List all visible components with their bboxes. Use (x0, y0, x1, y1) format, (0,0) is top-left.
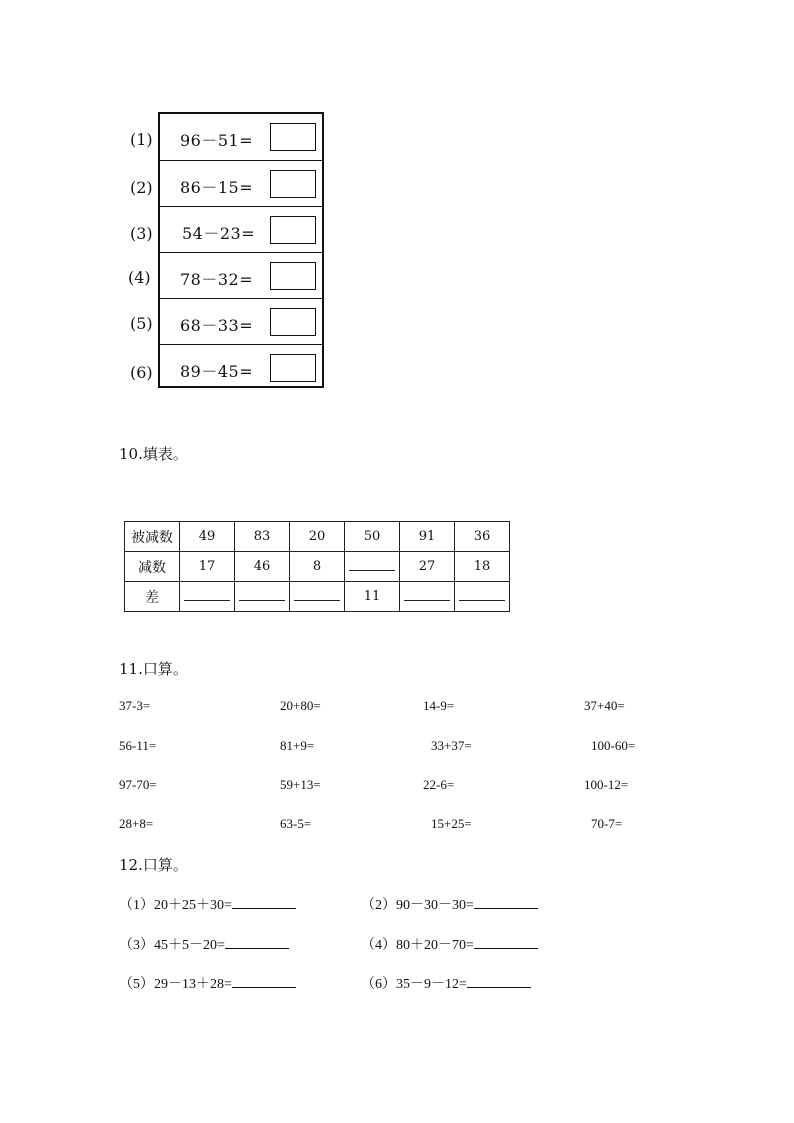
row-label-minuend: 被减数 (125, 522, 180, 552)
oral-item: 28+8= (119, 816, 154, 831)
q9-label-4: (4) (128, 268, 151, 287)
ladder-expression: 54－23= (182, 224, 256, 243)
table-cell: 11 (345, 582, 400, 612)
section-12-title: 12.口算。 (119, 856, 188, 874)
table-cell-blank[interactable] (455, 582, 510, 612)
ladder-row (160, 160, 322, 206)
ladder-row (160, 252, 322, 298)
ladder-expression: 86－15= (180, 178, 254, 197)
answer-box[interactable] (270, 123, 316, 151)
table-cell-blank[interactable] (400, 582, 455, 612)
mixed-calc-expression: （3）45＋5－20= (119, 938, 225, 953)
q9-label-2: (2) (130, 178, 153, 197)
answer-blank[interactable] (459, 588, 505, 601)
table-cell-blank[interactable] (345, 552, 400, 582)
table-cell: 83 (235, 522, 290, 552)
answer-box[interactable] (270, 216, 316, 244)
oral-item: 70-7= (591, 816, 623, 831)
ladder-expression: 89－45= (180, 362, 254, 381)
row-label-difference: 差 (125, 582, 180, 612)
table-cell: 20 (290, 522, 345, 552)
mixed-calc-expression: （5）29－13＋28= (119, 977, 232, 992)
ladder-row (160, 298, 322, 344)
oral-item: 97-70= (119, 777, 157, 792)
oral-item: 15+25= (431, 816, 472, 831)
oral-item: 63-5= (280, 816, 312, 831)
table-cell: 8 (290, 552, 345, 582)
table-row (125, 522, 510, 552)
q9-label-1: (1) (130, 130, 153, 149)
mixed-calc-expression: （2）90－30－30= (361, 898, 474, 913)
mixed-calc-expression: （1）20＋25＋30= (119, 898, 232, 913)
oral-item: 37+40= (584, 698, 625, 713)
ladder-expression: 68－33= (180, 316, 254, 335)
ladder-row (160, 114, 322, 160)
table-cell: 17 (180, 552, 235, 582)
answer-box[interactable] (270, 262, 316, 290)
answer-blank[interactable] (239, 588, 285, 601)
q9-label-3: (3) (130, 224, 153, 243)
mixed-calc-item (361, 973, 531, 993)
answer-line[interactable] (474, 897, 538, 909)
mixed-calc-item (119, 894, 296, 914)
ladder-expression: 96－51= (180, 131, 254, 150)
table-cell: 49 (180, 522, 235, 552)
ladder-row (160, 344, 322, 390)
oral-item: 59+13= (280, 777, 321, 792)
table-row (125, 582, 510, 612)
oral-item: 37-3= (119, 698, 151, 713)
ladder-row (160, 206, 322, 252)
answer-line[interactable] (474, 937, 538, 949)
q9-label-5: (5) (130, 314, 153, 333)
answer-box[interactable] (270, 354, 316, 382)
section-10-title: 10.填表。 (119, 445, 188, 463)
row-label-subtrahend: 减数 (125, 552, 180, 582)
table-cell-blank[interactable] (180, 582, 235, 612)
answer-blank[interactable] (349, 558, 395, 571)
mixed-calc-expression: （6）35－9－12= (361, 977, 467, 992)
table-cell: 18 (455, 552, 510, 582)
table-cell: 36 (455, 522, 510, 552)
table-cell: 46 (235, 552, 290, 582)
oral-item: 33+37= (431, 738, 472, 753)
answer-line[interactable] (225, 937, 289, 949)
table-cell-blank[interactable] (290, 582, 345, 612)
table-cell-blank[interactable] (235, 582, 290, 612)
q9-label-6: (6) (130, 363, 153, 382)
oral-item: 100-12= (584, 777, 629, 792)
oral-item: 14-9= (423, 698, 455, 713)
fill-table (124, 521, 510, 612)
section-11-title: 11.口算。 (119, 660, 188, 678)
answer-box[interactable] (270, 308, 316, 336)
mixed-calc-item (119, 973, 296, 993)
ladder-expression: 78－32= (180, 270, 254, 289)
oral-item: 56-11= (119, 738, 157, 753)
subtraction-ladder (158, 112, 324, 388)
mixed-calc-item (119, 934, 289, 954)
mixed-calc-item (361, 894, 538, 914)
table-cell: 27 (400, 552, 455, 582)
mixed-calc-expression: （4）80＋20－70= (361, 938, 474, 953)
answer-blank[interactable] (404, 588, 450, 601)
answer-box[interactable] (270, 170, 316, 198)
table-cell: 91 (400, 522, 455, 552)
answer-blank[interactable] (184, 588, 230, 601)
answer-line[interactable] (232, 897, 296, 909)
answer-blank[interactable] (294, 588, 340, 601)
table-cell: 50 (345, 522, 400, 552)
oral-item: 20+80= (280, 698, 321, 713)
oral-item: 22-6= (423, 777, 455, 792)
table-row (125, 552, 510, 582)
oral-item: 100-60= (591, 738, 636, 753)
answer-line[interactable] (467, 976, 531, 988)
mixed-calc-item (361, 934, 538, 954)
answer-line[interactable] (232, 976, 296, 988)
oral-item: 81+9= (280, 738, 315, 753)
